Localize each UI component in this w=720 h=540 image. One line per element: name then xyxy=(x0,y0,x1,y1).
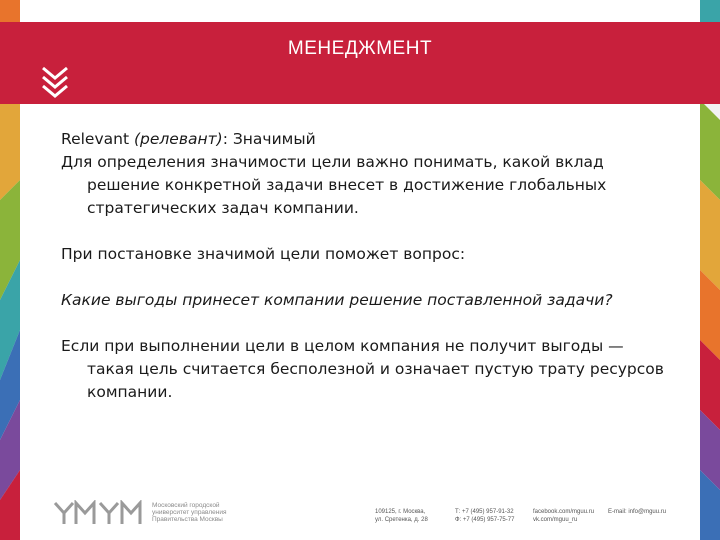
email-link[interactable]: E-mail: info@mguu.ru xyxy=(608,509,667,515)
footer-phones xyxy=(455,508,514,524)
university-name: Московский городской университет управления Правительства Москвы xyxy=(152,502,227,523)
paragraph-question-intro xyxy=(61,243,671,266)
paragraph-significance: Для определения значимости цели важно понимать, какой вклад решение конкретной задачи внесет в достижение глобальных стратегических задач компании. xyxy=(61,153,607,217)
phone-line-2: Ф: +7 (495) 957-75-77 xyxy=(455,517,515,523)
footer-address xyxy=(375,508,428,524)
slide-content xyxy=(61,128,671,404)
address-line-1: 109125, г. Москва, xyxy=(375,509,426,515)
para2-emphasis: значимой цели xyxy=(196,245,321,263)
social-link-vk[interactable]: vk.com/mguu_ru xyxy=(533,517,578,523)
question-text: Какие выгоды принесет компании решение поставленной задачи? xyxy=(61,291,613,309)
address-line-2: ул. Сретенка, д. 28 xyxy=(375,517,428,523)
term-translation: (релевант) xyxy=(133,130,223,148)
relevant-heading xyxy=(61,128,671,151)
phone-line-1: Т: +7 (495) 957-91-32 xyxy=(455,509,514,515)
paragraph-conclusion: Если при выполнении цели в целом компания не получит выгоды — такая цель считается бесполезной и означает пустую трату ресурсов компании. xyxy=(61,337,664,401)
header-bar xyxy=(0,22,720,104)
para2-after: поможет вопрос: xyxy=(320,245,466,263)
page-title: МЕНЕДЖМЕНТ xyxy=(287,38,433,59)
term-relevant: Relevant xyxy=(61,130,130,148)
term-meaning: : Значимый xyxy=(222,130,316,148)
footer xyxy=(0,490,720,530)
footer-email xyxy=(608,508,666,516)
footer-social xyxy=(533,508,594,524)
social-link-facebook[interactable]: facebook.com/mguu.ru xyxy=(533,509,595,515)
para2-before: При постановке xyxy=(61,245,197,263)
university-logo-icon xyxy=(52,500,146,526)
